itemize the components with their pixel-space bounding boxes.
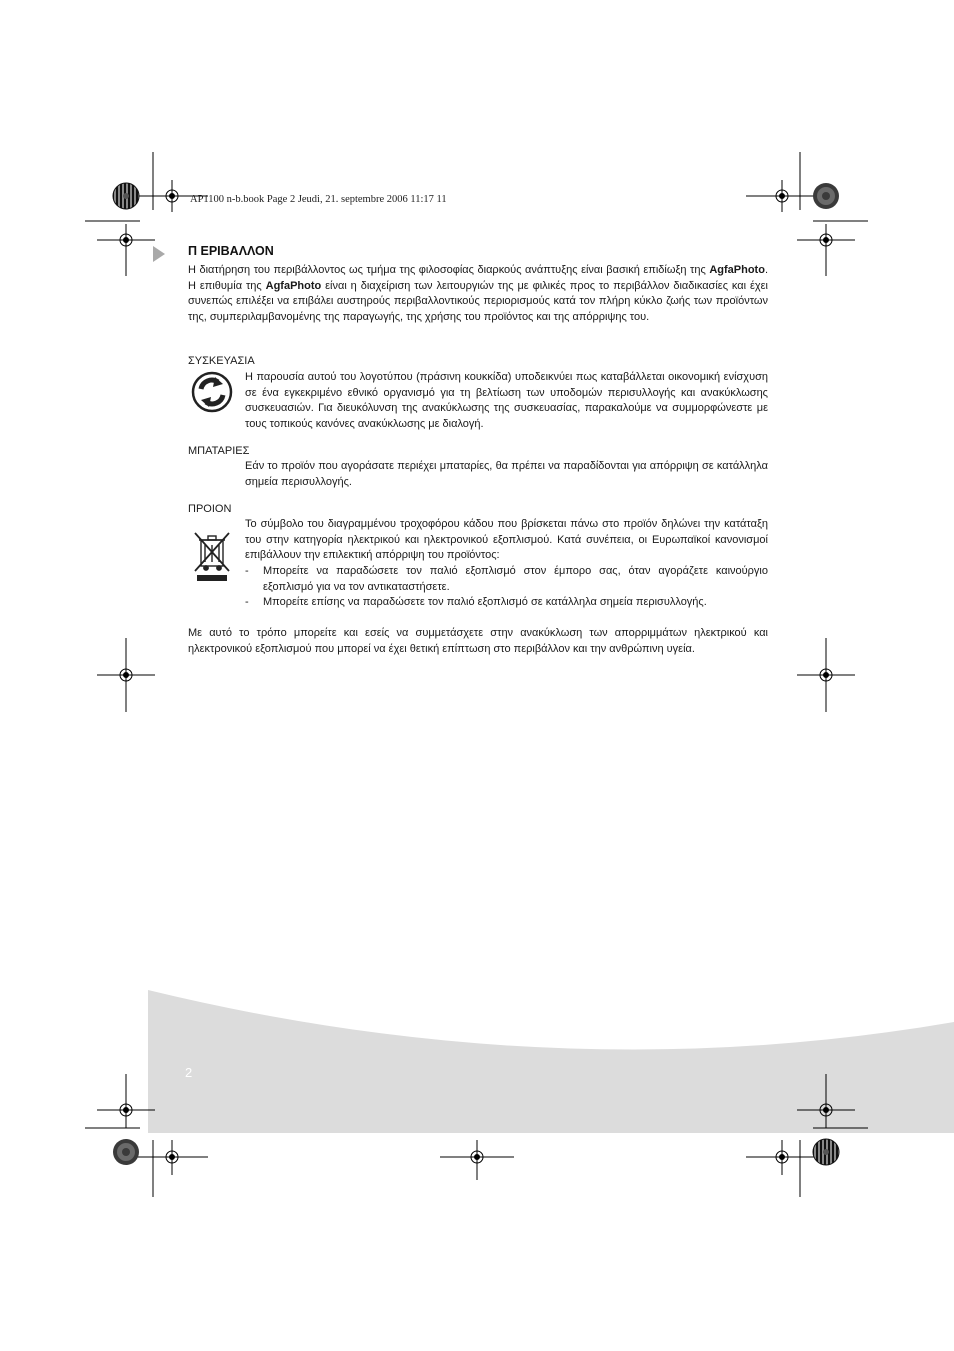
packaging-text: Η παρουσία αυτού του λογοτύπου (πράσινη κουκκίδα) υποδεικνύει πως καταβάλλεται οικονομική ενίσχυση σε ένα εγκεκριμένο εθνικό οργανισμό για τη βελτίωση των υποδομών περισυλλογής και ανακύκλωσης συσκευασιών. Για διευκόλυνση της ανακύκλωσης της συσκευασίας, παρακαλούμε να συμμορφώνεστε με τους τοπικούς κανόνες ανακύκλωσης με διαλογή. [245,371,768,430]
color-wheel-icon [113,1139,139,1165]
brand-name: AgfaPhoto [265,279,322,292]
registration-target-icon [97,224,155,276]
registration-target-icon [440,1140,514,1180]
intro-text-3: είναι η διαχείριση των λειτουργιών της με φιλικές προς το περιβάλλον διαδικασίες και έχει συνεπώς επιλέξει να επιβάλει αυστηρούς περιβαλλοντικούς περιορισμούς κατά τον πλήρη κύκλο ζωής των προϊόντων της, συμπεριλαμβανομένης της παραγωγής, της χρήσης του προϊόντος και της απόρριψης του. [188,279,768,323]
green-dot-recycling-icon [193,373,231,411]
intro-text-2: . Η επιθυμία της [188,264,768,292]
packaging-heading: ΣΥΣΚΕΥΑΣΙΑ [188,355,255,367]
registration-target-icon [797,224,855,276]
bullet-text: Μπορείτε να παραδώσετε τον παλιό εξοπλισμό στον έμπορο σας, όταν αγοράζετε καινούργιο εξοπλισμό για να τον αντικαταστήσετε. [263,565,768,593]
crossed-bin-weee-icon [195,533,229,581]
product-heading: ΠΡΟΙΟΝ [188,503,232,515]
color-wheel-icon [813,1139,839,1165]
registration-target-icon [797,638,855,712]
color-wheel-icon [813,183,839,209]
registration-target-icon [97,638,155,712]
batteries-heading: ΜΠΑΤΑΡΙΕΣ [188,445,250,457]
bullet-dash: - [245,565,249,577]
registration-target-icon [746,1140,818,1175]
bullet-dash: - [245,596,249,608]
section-arrow-icon [153,246,165,262]
product-text: Το σύμβολο του διαγραμμένου τροχοφόρου κάδου που βρίσκεται πάνω στο προϊόν δηλώνει την κατάταξη του στην κατηγορία ηλεκτρικού και ηλεκτρονικού εξοπλισμού. Κατά συνέπεια, οι Ευρωπαϊκοί κανονισμοί επιβάλλουν την επιλεκτική απόρριψη του προϊόντος: [245,518,768,561]
batteries-text: Εάν το προϊόν που αγοράσατε περιέχει μπαταρίες, θα πρέπει να παραδίδονται για απόρριψη σε κατάλληλα σημεία περισυλλογής. [245,460,768,488]
closing-paragraph: Με αυτό το τρόπο μπορείτε και εσείς να συμμετάσχετε στην ανακύκλωση των απορριμμάτων ηλεκτρικού και ηλεκτρονικού εξοπλισμού που μπορεί να έχει θετική επίπτωση στο περιβάλλον και την ανθρώπινη υγεία. [188,627,768,655]
registration-target-icon [97,1074,155,1128]
registration-target-icon [746,180,818,212]
bullet-text: Μπορείτε επίσης να παραδώσετε τον παλιό εξοπλισμό σε κατάλληλα σημεία περισυλλογής. [263,596,707,608]
color-wheel-icon [113,183,139,209]
intro-paragraph [188,263,768,325]
registration-target-icon [136,1140,208,1175]
brand-name: AgfaPhoto [709,264,765,276]
page-number: 2 [185,1065,193,1080]
section-title: Π ΕΡΙΒΑΛΛΟΝ [188,244,274,258]
book-header-line: AP1100 n-b.book Page 2 Jeudi, 21. septembre 2006 11:17 11 [190,194,447,205]
intro-text-1: Η διατήρηση του περιβάλλοντος ως τμήμα της φιλοσοφίας διαρκούς ανάπτυξης είναι βασική επιδίωξη της [188,264,710,276]
footer-band [148,990,954,1133]
